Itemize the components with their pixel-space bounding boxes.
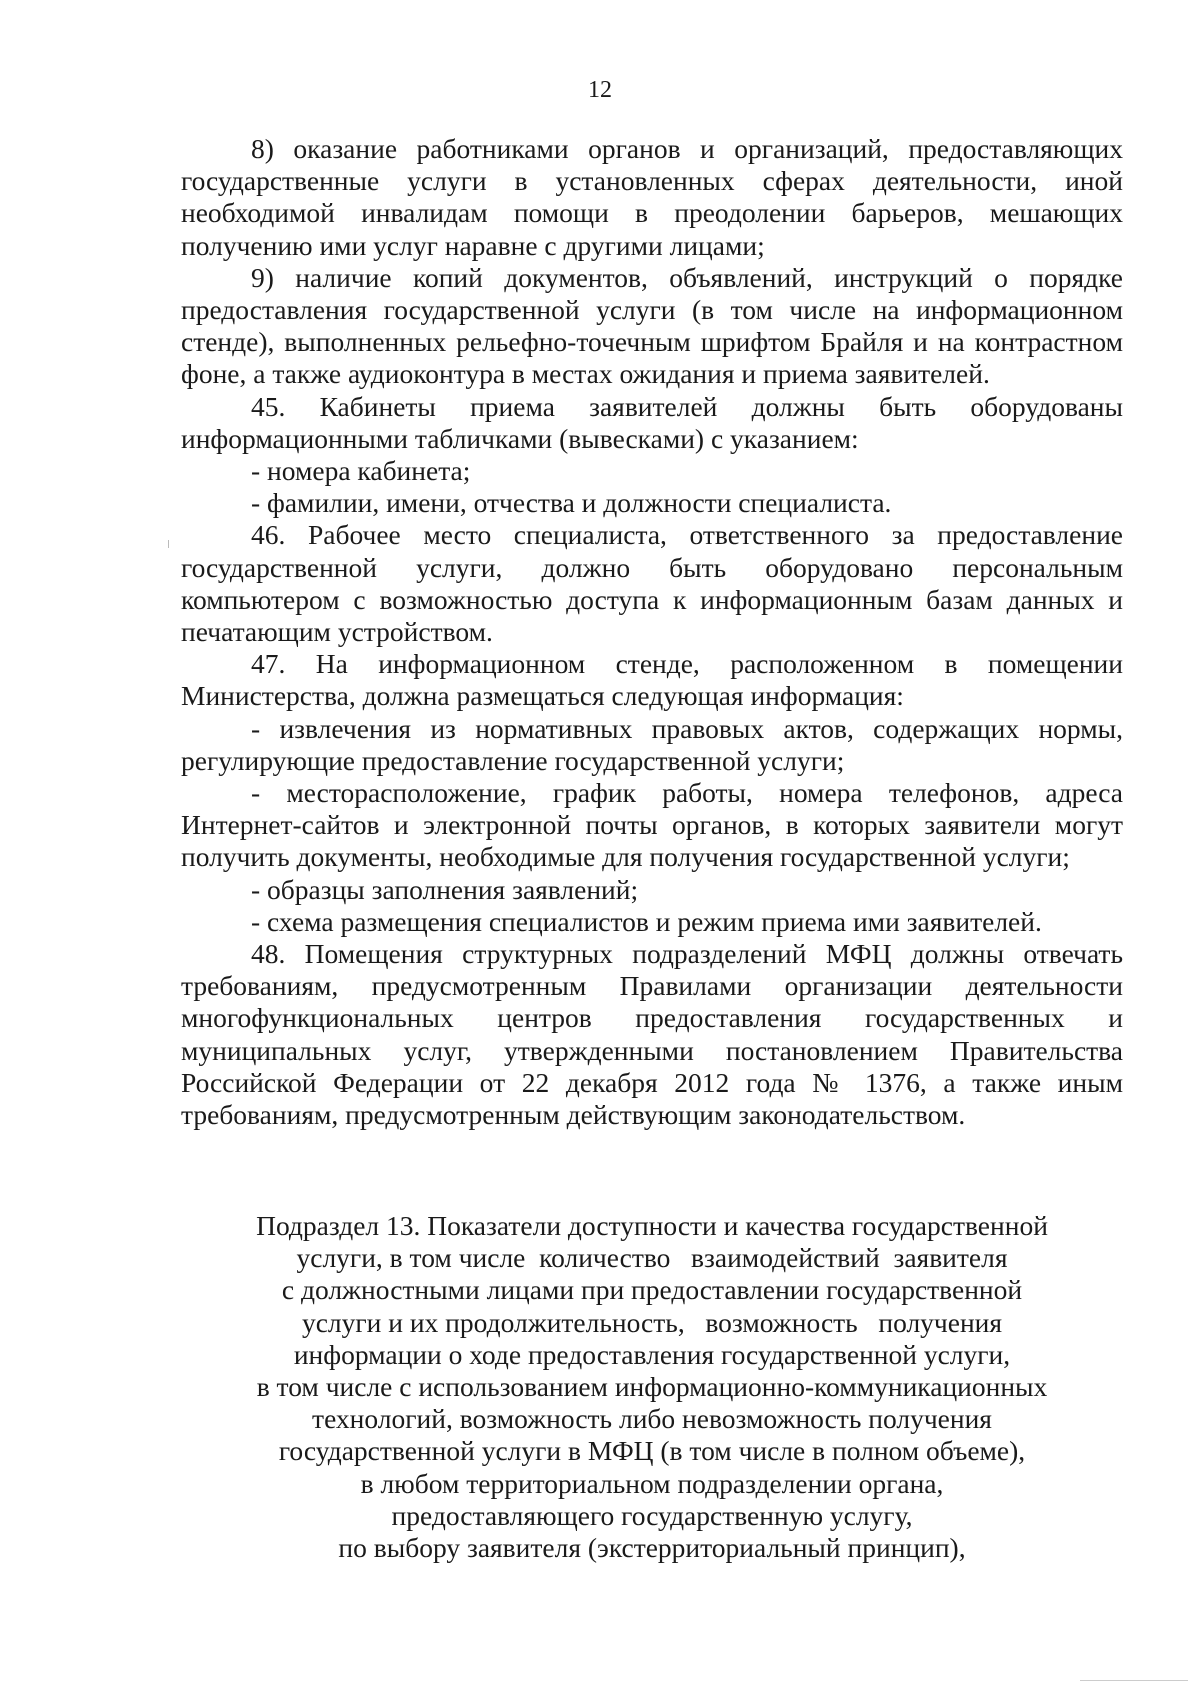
heading-line: государственной услуги в МФЦ (в том числе в полном объеме), — [278, 1435, 1026, 1467]
scan-edge-line — [1080, 1680, 1188, 1681]
page-number: 12 — [588, 77, 612, 103]
list-item-specialist-scheme: - схема размещения специалистов и режим приема ими заявителей. — [251, 905, 1042, 937]
list-item-cabinet-number: - номера кабинета; — [251, 455, 471, 487]
list-item-legal-extracts: - извлечения из нормативных правовых актов, содержащих нормы, регулирующие предоставление государственной услуги; — [181, 712, 1123, 776]
heading-line: технологий, возможность либо невозможность получения — [312, 1403, 992, 1435]
scan-artifact — [168, 540, 169, 548]
heading-line: информации о ходе предоставления государственной услуги, — [293, 1338, 1011, 1370]
document-body — [181, 133, 1123, 1131]
heading-line: услуги и их продолжительность, возможность получения — [301, 1306, 1003, 1338]
list-item-contacts: - месторасположение, график работы, номера телефонов, адреса Интернет-сайтов и электронной почты органов, в которых заявители могут получить документы, необходимые для получения государственной услуги; — [181, 777, 1123, 873]
subsection-heading — [181, 1210, 1123, 1564]
paragraph-item-9: 9) наличие копий документов, объявлений, инструкций о порядке предоставления государственной услуги (в том числе на информационном стенде), выполненных рельефно-точечным шрифтом Брайля и на контрастном фоне, а также аудиоконтура в местах ожидания и приема заявителей. — [181, 261, 1123, 390]
heading-line: с должностными лицами при предоставлении государственной — [281, 1274, 1023, 1306]
list-item-specialist-name: - фамилии, имени, отчества и должности специалиста. — [251, 487, 892, 519]
paragraph-47: 47. На информационном стенде, расположенном в помещении Министерства, должна размещаться следующая информация: — [181, 648, 1123, 712]
paragraph-45: 45. Кабинеты приема заявителей должны быть оборудованы информационными табличками (вывесками) с указанием: — [181, 390, 1123, 454]
heading-line: Подраздел 13. Показатели доступности и качества государственной — [256, 1210, 1048, 1241]
heading-line: предоставляющего государственную услугу, — [391, 1499, 913, 1531]
heading-line: в любом территориальном подразделении органа, — [360, 1467, 944, 1499]
heading-line: по выбору заявителя (экстерриториальный принцип), — [338, 1532, 966, 1564]
list-item-sample-forms: - образцы заполнения заявлений; — [251, 873, 639, 905]
paragraph-item-8: 8) оказание работниками органов и организаций, предоставляющих государственные услуги в установленных сферах деятельности, иной необходимой инвалидам помощи в преодолении барьеров, мешающих получению ими услуг наравне с другими лицами; — [181, 133, 1123, 261]
heading-line: услуги, в том числе количество взаимодействий заявителя — [296, 1242, 1008, 1274]
paragraph-48: 48. Помещения структурных подразделений МФЦ должны отвечать требованиям, предусмотренным Правилами организации деятельности многофункциональных центров предоставления государственных и муниципальных услуг, утвержденными постановлением Правительства Российской Федерации от 22 декабря 2012 года № 1376, а также иным требованиям, предусмотренным действующим законодательством. — [181, 938, 1123, 1131]
paragraph-46: 46. Рабочее место специалиста, ответственного за предоставление государственной услуги, должно быть оборудовано персональным компьютером с возможностью доступа к информационным базам данных и печатающим устройством. — [181, 519, 1123, 648]
heading-line: в том числе с использованием информационно-коммуникационных — [256, 1371, 1048, 1403]
